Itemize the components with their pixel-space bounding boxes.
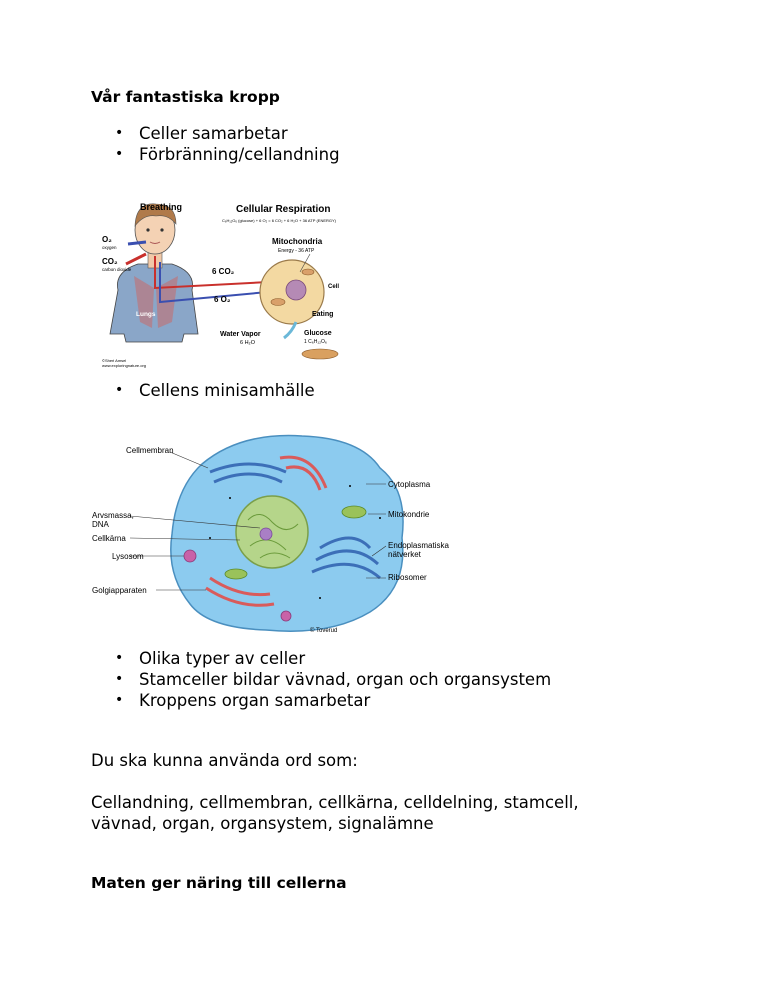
arvsmassa-label: Arvsmassa, xyxy=(92,511,134,520)
paragraph-intro: Du ska kunna använda ord som: xyxy=(91,751,358,770)
water-formula-label: 6 H₂O xyxy=(240,340,255,346)
list-item: • Förbränning/cellandning xyxy=(91,144,340,165)
o2-label: O₂ xyxy=(102,235,112,244)
bullet-list-2 xyxy=(91,380,315,401)
water-vapor-label: Water Vapor xyxy=(220,331,261,338)
cytoplasma-label: Cytoplasma xyxy=(388,480,431,489)
glucose-label: Glucose xyxy=(304,330,332,337)
section-heading-body: Vår fantastiska kropp xyxy=(91,88,280,106)
equation-label: C₆H₁₂O₆ (glucose) + 6 O₂ = 6 CO₂ + 6 H₂O + 36 ATP (ENERGY) xyxy=(222,218,337,223)
section-heading-food: Maten ger näring till cellerna xyxy=(91,874,347,892)
six-o2-label: 6 O₂ xyxy=(214,295,231,304)
carbon-dioxide-label: carbon dioxide xyxy=(102,267,132,272)
credit-line-1: ©Sheri Amsel xyxy=(102,358,127,363)
bullet-list-3 xyxy=(91,648,551,711)
bullet-list-1 xyxy=(91,123,340,165)
list-item: • Celler samarbetar xyxy=(91,123,340,144)
glucose-formula-label: 1 C₆H₁₂O₆ xyxy=(304,339,327,345)
energy-label: Energy - 36 ATP xyxy=(278,248,315,254)
terms-line-1: Cellandning, cellmembran, cellkärna, celldelning, stamcell, xyxy=(91,793,579,812)
pie-icon xyxy=(302,349,338,359)
six-co2-label: 6 CO₂ xyxy=(212,267,235,276)
natverket-label: nätverket xyxy=(388,550,421,559)
cellular-respiration-figure xyxy=(100,192,368,372)
oxygen-label: oxygen xyxy=(102,245,117,250)
paragraph-terms xyxy=(91,792,691,834)
nucleolus xyxy=(260,528,272,540)
list-item: • Kroppens organ samarbetar xyxy=(91,690,551,711)
terms-line-2: vävnad, organ, organsystem, signalämne xyxy=(91,814,434,833)
eating-label: Eating xyxy=(312,311,334,318)
cell-label: Cell xyxy=(328,284,340,290)
list-item: • Olika typer av celler xyxy=(91,648,551,669)
mitokondrie-label: Mitokondrie xyxy=(388,510,430,519)
mitochondria-label: Mitochondria xyxy=(272,237,323,246)
mitochondrion xyxy=(342,506,366,518)
golgi-label: Golgiapparaten xyxy=(92,586,147,595)
oxygen-in-arrow xyxy=(128,242,146,244)
cellkarna-label: Cellkärna xyxy=(92,534,126,543)
breathing-label: Breathing xyxy=(140,202,183,212)
cellmembran-label: Cellmembran xyxy=(126,446,174,455)
ribosomer-label: Ribosomer xyxy=(388,573,427,582)
list-item: • Cellens minisamhälle xyxy=(91,380,315,401)
fig1-title: Cellular Respiration xyxy=(236,204,331,215)
cell-diagram-figure xyxy=(90,428,470,638)
credit-line-2: www.exploringnature.org xyxy=(102,363,147,368)
lysosom-label: Lysosom xyxy=(112,552,144,561)
list-item: • Stamceller bildar vävnad, organ och organsystem xyxy=(91,669,551,690)
co2-label: CO₂ xyxy=(102,257,118,266)
lysosome xyxy=(184,550,196,562)
co2-out-arrow xyxy=(126,254,146,264)
cell-nucleus xyxy=(286,280,306,300)
lungs-label: Lungs xyxy=(136,311,156,318)
dna-label: DNA xyxy=(92,520,109,529)
toverud-credit: © Toverud xyxy=(310,628,338,634)
endoplasmatiska-label: Endoplasmatiska xyxy=(388,541,449,550)
